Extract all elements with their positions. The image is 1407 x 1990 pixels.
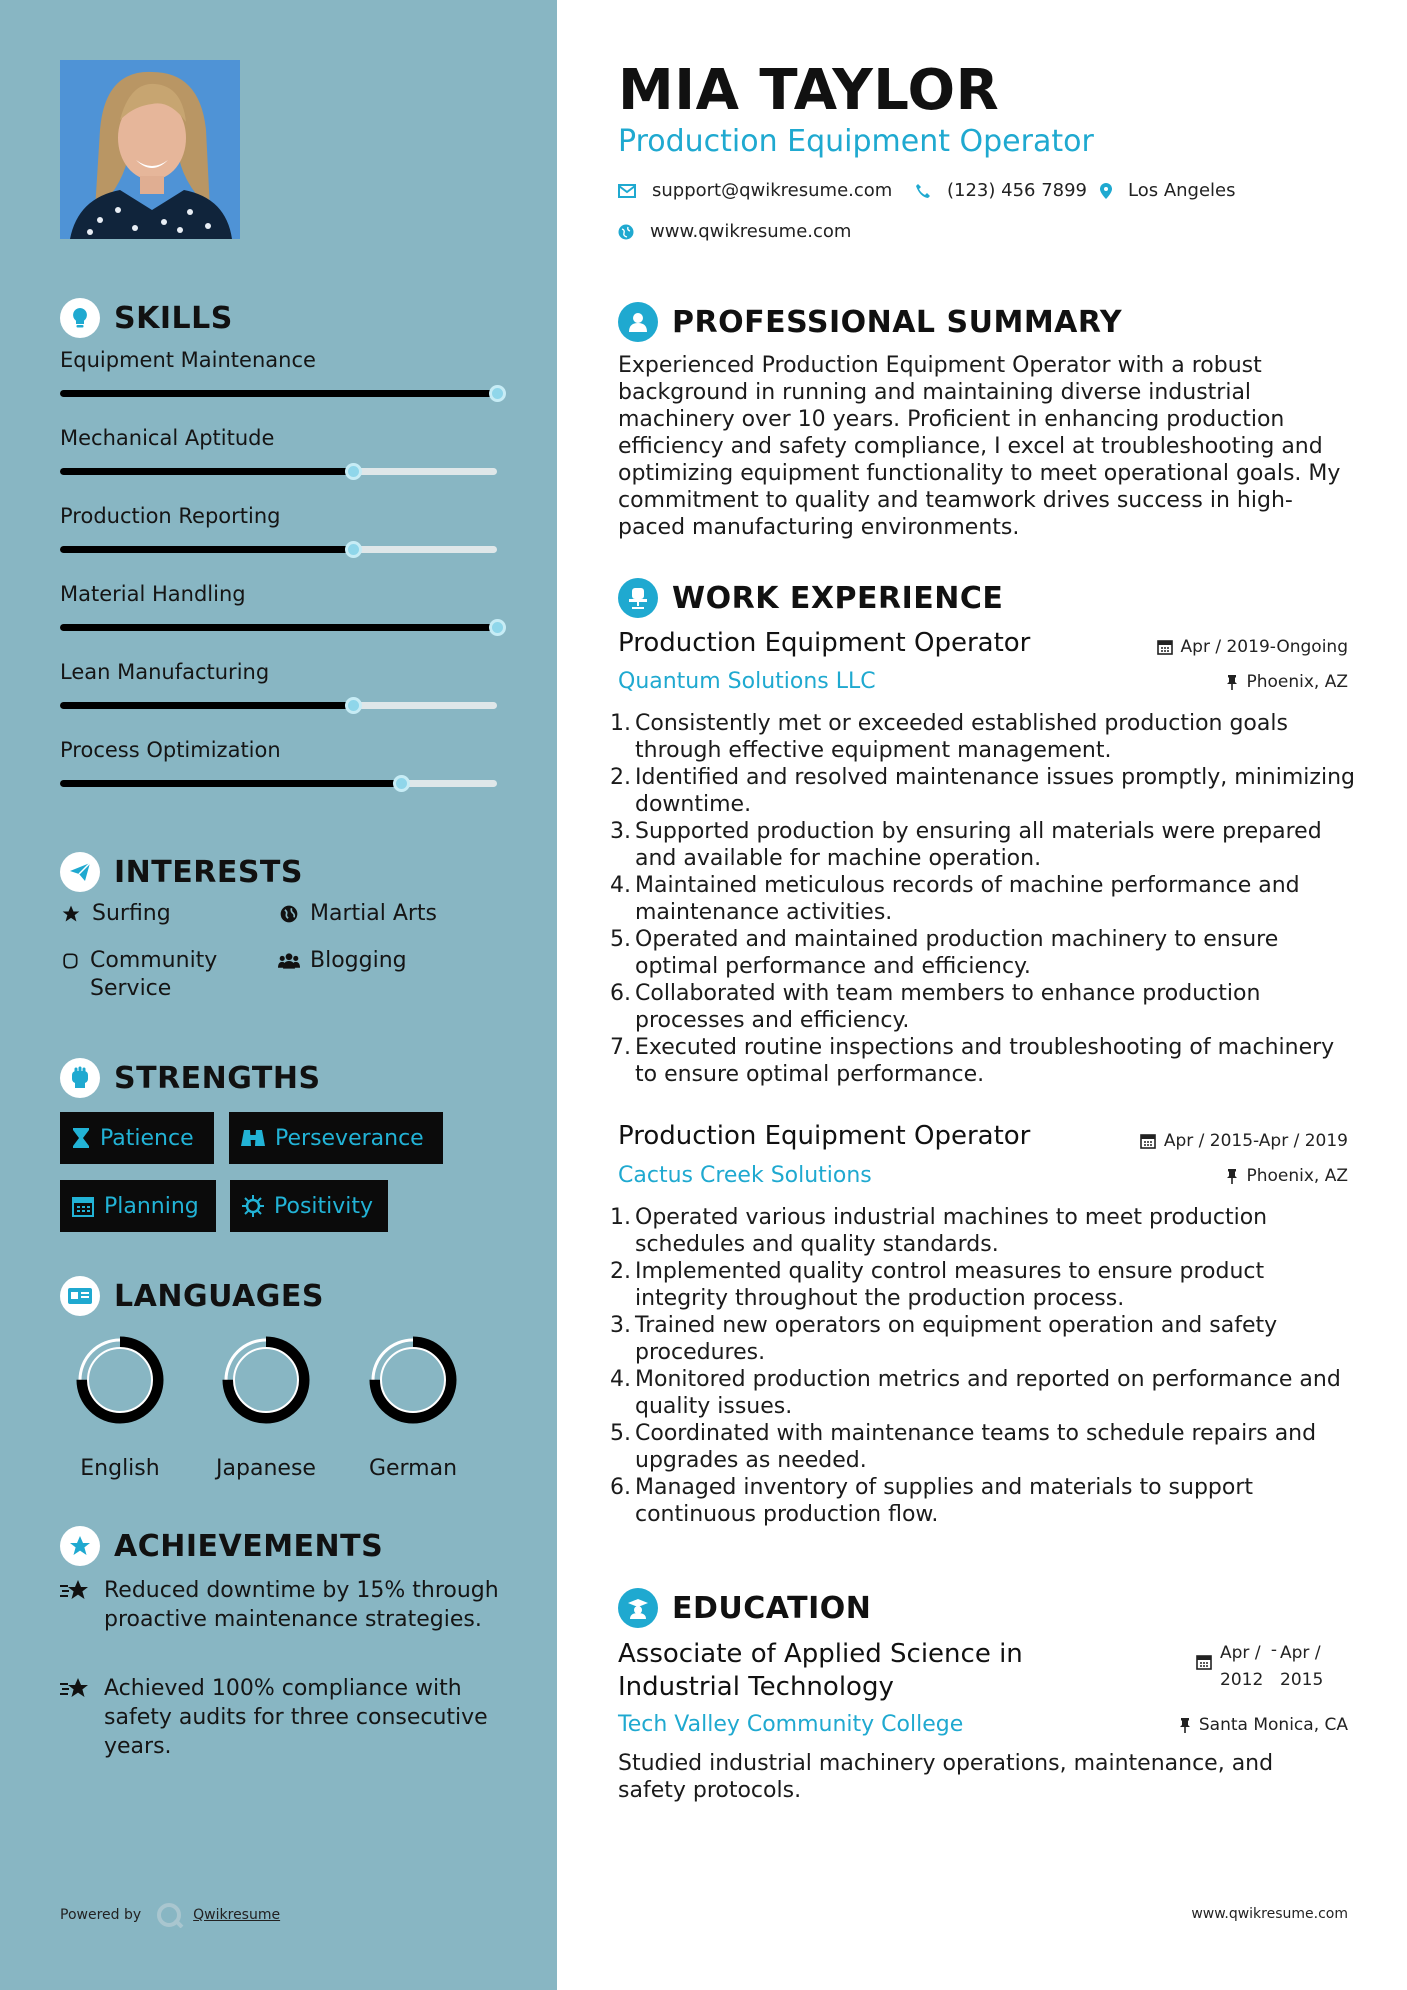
language-ring	[70, 1330, 170, 1430]
strength-label: Perseverance	[275, 1125, 424, 1151]
pushpin-icon	[1179, 1717, 1191, 1733]
bullet-number: 3.	[610, 819, 631, 844]
skill-item	[60, 738, 500, 762]
skills-section	[60, 298, 520, 762]
education-title: EDUCATION	[672, 1590, 872, 1626]
job-company: Cactus Creek Solutions	[618, 1163, 872, 1188]
language-item	[191, 1330, 341, 1490]
skill-item	[60, 582, 500, 606]
language-ring-fill	[228, 1342, 304, 1418]
interests-section	[60, 852, 520, 1012]
users-icon	[278, 947, 300, 971]
binoculars-icon	[241, 1128, 265, 1148]
job-bullet	[610, 710, 1355, 764]
envelope-icon	[618, 184, 636, 198]
bullet-number: 6.	[610, 1475, 631, 1500]
pushpin-icon	[1226, 1168, 1238, 1184]
strength-label: Planning	[104, 1193, 199, 1219]
language-name: English	[80, 1456, 160, 1481]
interests-header	[60, 852, 520, 892]
job-bullets	[610, 1204, 1355, 1528]
location-text: Los Angeles	[1128, 180, 1236, 201]
job-bullet	[610, 1420, 1355, 1474]
skill-bar-fill	[60, 390, 497, 397]
language-item	[338, 1330, 488, 1490]
job-title: Production Equipment Operator	[618, 1121, 1031, 1151]
bullet-number: 4.	[610, 873, 631, 898]
skill-bar-knob	[489, 385, 506, 402]
interests-title: INTERESTS	[114, 854, 303, 890]
pushpin-icon	[1226, 674, 1238, 690]
job-company: Quantum Solutions LLC	[618, 669, 876, 694]
bullet-number: 2.	[610, 765, 631, 790]
strengths-header	[60, 1058, 520, 1098]
job-bullet	[610, 818, 1355, 872]
bullet-text: Executed routine inspections and troubleshooting of machinery to ensure optimal performance.	[635, 1035, 1335, 1087]
map-pin-icon	[1100, 183, 1112, 199]
language-ring	[216, 1330, 316, 1430]
languages-title: LANGUAGES	[114, 1278, 324, 1314]
strength-badge	[230, 1180, 388, 1232]
achievements-title: ACHIEVEMENTS	[114, 1528, 384, 1564]
strength-badge	[60, 1112, 214, 1164]
job-bullet	[610, 1204, 1355, 1258]
user-icon	[618, 302, 658, 342]
bullet-text: Implemented quality control measures to ensure product integrity throughout the production process.	[635, 1259, 1265, 1311]
interest-item	[60, 947, 230, 1003]
skill-item	[60, 660, 500, 684]
bullet-text: Coordinated with maintenance teams to schedule repairs and upgrades as needed.	[635, 1421, 1317, 1473]
achievements-header	[60, 1526, 520, 1566]
contact-phone	[915, 180, 1087, 201]
education-start: Apr / 2012	[1220, 1643, 1264, 1690]
skill-bar	[60, 780, 497, 787]
strength-label: Patience	[100, 1125, 194, 1151]
interest-item	[278, 900, 437, 928]
powered-by-label: Powered by	[60, 1907, 142, 1923]
education-end: Apr / 2015	[1280, 1643, 1324, 1690]
skill-name: Process Optimization	[60, 738, 281, 762]
job-bullet	[610, 1034, 1355, 1088]
achievements-section	[60, 1526, 520, 1766]
job-location	[1226, 1166, 1348, 1186]
skills-title: SKILLS	[114, 300, 233, 336]
experience-header	[618, 578, 1003, 618]
website-text[interactable]: www.qwikresume.com	[650, 221, 852, 242]
footer-url[interactable]: www.qwikresume.com	[1191, 1906, 1348, 1922]
skill-bar	[60, 624, 497, 631]
office-chair-icon	[618, 578, 658, 618]
skill-bar-knob	[345, 463, 362, 480]
interest-label: Surfing	[92, 901, 171, 926]
hourglass-icon	[72, 1127, 90, 1149]
bullet-number: 6.	[610, 981, 631, 1006]
strength-label: Positivity	[274, 1193, 374, 1219]
language-name: German	[368, 1456, 458, 1481]
bullet-number: 4.	[610, 1367, 631, 1392]
profile-photo	[60, 60, 240, 239]
interest-item	[60, 900, 171, 928]
skill-bar	[60, 702, 497, 709]
bullet-text: Operated and maintained production machinery to ensure optimal performance and efficiency.	[635, 927, 1279, 979]
bullet-number: 1.	[610, 1205, 631, 1230]
skill-bar-fill	[60, 468, 353, 475]
interest-item	[278, 947, 407, 975]
bullet-number: 2.	[610, 1259, 631, 1284]
language-ring-fill	[375, 1342, 451, 1418]
job-dates-text: Apr / 2019-Ongoing	[1180, 637, 1348, 657]
job-title: Production Equipment Operator	[618, 628, 1031, 658]
job-dates	[1157, 637, 1348, 657]
bullet-number: 5.	[610, 1421, 631, 1446]
job-bullet	[610, 926, 1355, 980]
candidate-role: Production Equipment Operator	[618, 124, 1094, 159]
skill-name: Equipment Maintenance	[60, 348, 316, 372]
languages-section	[60, 1276, 520, 1481]
job-bullet	[610, 1258, 1355, 1312]
skill-name: Production Reporting	[60, 504, 281, 528]
language-item	[45, 1330, 195, 1490]
degree-title: Associate of Applied Science in Industrial Technology	[618, 1639, 1023, 1702]
lightbulb-icon	[60, 298, 100, 338]
email-text[interactable]: support@qwikresume.com	[652, 180, 893, 201]
sun-icon	[242, 1195, 264, 1217]
skill-bar-knob	[489, 619, 506, 636]
skill-bar	[60, 468, 497, 475]
calendar-icon	[72, 1195, 94, 1217]
skill-name: Mechanical Aptitude	[60, 426, 275, 450]
summary-title: PROFESSIONAL SUMMARY	[672, 304, 1123, 340]
award-star-icon	[60, 1526, 100, 1566]
skill-name: Lean Manufacturing	[60, 660, 270, 684]
graduate-icon	[618, 1588, 658, 1628]
bullet-text: Maintained meticulous records of machine performance and maintenance activities.	[635, 873, 1300, 925]
education-description: Studied industrial machinery operations, maintenance, and safety protocols.	[618, 1751, 1274, 1803]
fist-icon	[60, 1058, 100, 1098]
job-bullet	[610, 1312, 1355, 1366]
powered-by	[60, 1902, 280, 1928]
achievement-text: Reduced downtime by 15% through proactive maintenance strategies.	[104, 1578, 499, 1632]
achievement-text: Achieved 100% compliance with safety audits for three consecutive years.	[104, 1676, 488, 1759]
strength-badge	[229, 1112, 443, 1164]
skill-bar-fill	[60, 780, 401, 787]
bullet-text: Monitored production metrics and reported on performance and quality issues.	[635, 1367, 1341, 1419]
phone-icon	[915, 183, 931, 199]
skill-bar-fill	[60, 624, 497, 631]
strengths-section	[60, 1058, 520, 1238]
job-location-text: Phoenix, AZ	[1246, 672, 1348, 692]
sidebar	[0, 0, 557, 1990]
paper-plane-icon	[60, 852, 100, 892]
experience-title: WORK EXPERIENCE	[672, 580, 1004, 616]
calendar-icon	[1157, 639, 1173, 655]
job-bullet	[610, 872, 1355, 926]
job-bullet	[610, 1474, 1355, 1528]
main-content	[610, 0, 1355, 1990]
strengths-title: STRENGTHS	[114, 1060, 321, 1096]
job-dates	[1140, 1131, 1348, 1151]
globe-icon	[278, 900, 300, 924]
skill-bar-fill	[60, 546, 353, 553]
language-ring-inner	[88, 1348, 152, 1412]
skill-item	[60, 426, 500, 450]
language-ring-inner	[381, 1348, 445, 1412]
star-icon	[60, 900, 82, 924]
hand-icon	[60, 947, 80, 971]
interest-label: Community Service	[90, 948, 218, 1001]
strength-badge	[60, 1180, 216, 1232]
bullet-number: 5.	[610, 927, 631, 952]
bullet-number: 1.	[610, 711, 631, 736]
skill-name: Material Handling	[60, 582, 246, 606]
job-bullet	[610, 980, 1355, 1034]
job-bullet	[610, 1366, 1355, 1420]
bullet-number: 3.	[610, 1313, 631, 1338]
phone-text: (123) 456 7899	[947, 180, 1088, 201]
shooting-star-icon	[60, 1576, 94, 1634]
bullet-text: Managed inventory of supplies and materials to support continuous production flow.	[635, 1475, 1253, 1527]
qwikresume-link[interactable]: Qwikresume	[193, 1907, 281, 1923]
achievement-item	[60, 1576, 500, 1634]
skill-item	[60, 504, 500, 528]
skill-bar-knob	[345, 541, 362, 558]
contact-email	[618, 180, 892, 201]
shooting-star-icon	[60, 1674, 94, 1761]
bullet-text: Consistently met or exceeded established production goals through effective equipment management.	[635, 711, 1288, 763]
summary-text: Experienced Production Equipment Operator with a robust background in running and maintaining diverse industrial machinery over 10 years. Proficient in enhancing production efficiency and safety compliance, I excel at troubleshooting and optimizing equipment functionality to meet operational goals. My commitment to quality and teamwork drives success in high-paced manufacturing environments.	[618, 353, 1341, 540]
calendar-icon	[1196, 1654, 1212, 1670]
contact-website	[618, 221, 851, 242]
calendar-icon	[1140, 1133, 1156, 1149]
language-name: Japanese	[216, 1456, 316, 1481]
job-location-text: Phoenix, AZ	[1246, 1166, 1348, 1186]
bullet-text: Identified and resolved maintenance issues promptly, minimizing downtime.	[635, 765, 1355, 817]
language-ring-inner	[234, 1348, 298, 1412]
achievement-item	[60, 1674, 500, 1761]
skill-bar-fill	[60, 702, 353, 709]
bullet-text: Supported production by ensuring all materials were prepared and available for machine operation.	[635, 819, 1322, 871]
bullet-text: Operated various industrial machines to meet production schedules and quality standards.	[635, 1205, 1268, 1257]
summary-header	[618, 302, 1122, 342]
education-header	[618, 1588, 871, 1628]
bullet-text: Collaborated with team members to enhance production processes and efficiency.	[635, 981, 1261, 1033]
job-location	[1226, 672, 1348, 692]
skill-bar	[60, 390, 497, 397]
interest-label: Blogging	[310, 948, 407, 973]
job-dates-text: Apr / 2015-Apr / 2019	[1163, 1131, 1348, 1151]
skill-bar-knob	[393, 775, 410, 792]
job-bullet	[610, 764, 1355, 818]
bullet-text: Trained new operators on equipment operation and safety procedures.	[635, 1313, 1278, 1365]
skills-header	[60, 298, 520, 338]
qwikresume-logo-icon	[155, 1902, 185, 1928]
language-ring-fill	[82, 1342, 158, 1418]
interest-label: Martial Arts	[310, 901, 438, 926]
education-location	[1179, 1715, 1348, 1735]
bullet-number: 7.	[610, 1035, 631, 1060]
globe-icon	[618, 224, 634, 240]
education-dates: Apr / 2012 - Apr / 2015	[1196, 1640, 1328, 1694]
language-ring	[363, 1330, 463, 1430]
skill-bar-knob	[345, 697, 362, 714]
contact-location	[1100, 180, 1236, 201]
job-bullets	[610, 710, 1355, 1088]
skill-item	[60, 348, 500, 372]
education-location-text: Santa Monica, CA	[1198, 1715, 1348, 1735]
candidate-name: MIA TAYLOR	[618, 58, 1000, 123]
skill-bar	[60, 546, 497, 553]
school-name: Tech Valley Community College	[618, 1712, 964, 1737]
